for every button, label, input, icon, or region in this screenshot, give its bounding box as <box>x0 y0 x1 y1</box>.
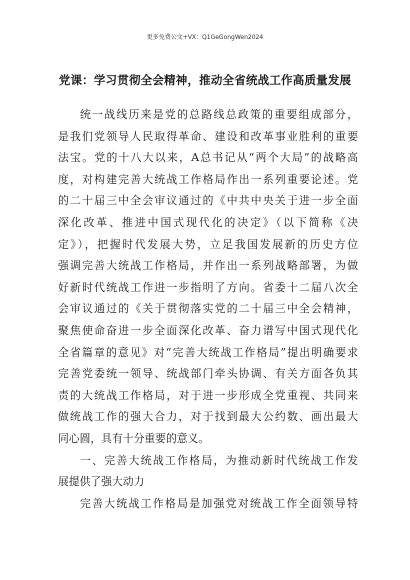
paragraph-line: 同心圆，具有十分重要的意义。 <box>58 431 210 445</box>
paragraph-line: 完善大统战工作格局是加强党对统战工作全面领导特 <box>80 496 358 510</box>
section-heading-line: 一、完善大统战工作格局，为推动新时代统战工作发 <box>80 453 358 467</box>
paragraph-line: 全省篇章的意见》对“完善大统战工作格局”提出明确要求 <box>58 345 358 359</box>
section-heading-line: 展提供了强大动力 <box>58 475 145 489</box>
paragraph-line: 会审议通过的《关于贯彻落实党的二十届三中全会精神， <box>58 302 358 316</box>
paragraph-line: 是我们党领导人民取得革命、建设和改革事业胜利的重要 <box>58 129 358 143</box>
paragraph-line: 责的大统战工作格局，对于进一步形成全党重视、共同来 <box>58 388 358 402</box>
paragraph-line: 统一战线历来是党的总路线总政策的重要组成部分， <box>80 108 358 121</box>
paragraph-line: 定》），把握时代发展大势，立足我国发展新的历史方位 <box>58 237 358 251</box>
paragraph-line: 做统战工作的强大合力，对于找到最大公约数、画出最大 <box>58 410 358 424</box>
paragraph-line: 聚焦使命奋进一步全面深化改革、奋力谱写中国式现代化 <box>58 323 358 337</box>
paragraph-line: 完善党委统一领导、统战部门牵头协调、有关方面各负其 <box>58 367 358 381</box>
document-body <box>58 104 358 514</box>
header-note: 更多免费公文+VX：Q1GeGongWen2024 <box>146 34 264 41</box>
paragraph-line: 深化改革、推进中国式现代化的决定》（以下简称《决 <box>58 215 358 229</box>
paragraph-line: 好新时代统战工作进一步指明了方向。省委十二届八次全 <box>58 280 358 294</box>
paragraph-line: 法宝。党的十八大以来，A总书记从“两个大局”的战略高 <box>58 151 358 165</box>
paragraph-line: 强调完善大统战工作格局，并作出一系列战略部署，为做 <box>58 259 358 273</box>
paragraph-line: 的二十届三中全会审议通过的《中共中央关于进一步全面 <box>58 194 358 208</box>
paragraph-line: 度，对构建完善大统战工作格局作出一系列重要论述。党 <box>58 172 358 186</box>
document-title: 党课：学习贯彻全会精神，推动全省统战工作高质量发展 <box>58 73 352 87</box>
